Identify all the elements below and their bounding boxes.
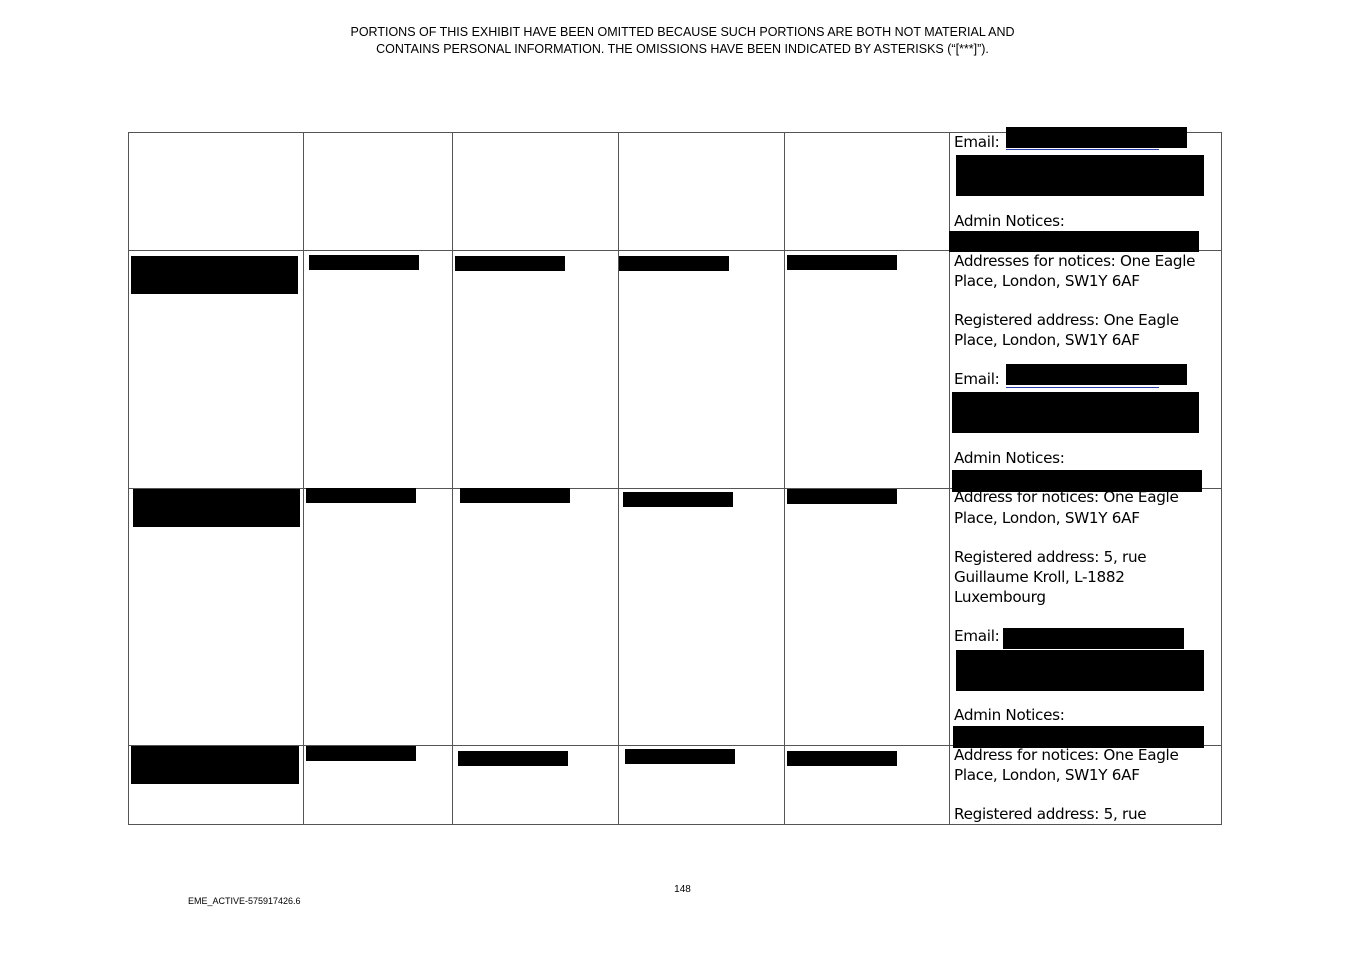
row3-notices-address-line-2: Place, London, SW1Y 6AF (954, 509, 1140, 527)
row1-contact-redaction (956, 155, 1204, 196)
row4-notices-address-line-2: Place, London, SW1Y 6AF (954, 766, 1140, 784)
row1-admin-notices-label: Admin Notices: (954, 212, 1065, 230)
row2-col4-redaction (619, 256, 729, 271)
row2-col2-redaction (309, 255, 419, 270)
row3-admin-notices-label: Admin Notices: (954, 706, 1065, 724)
row3-registered-address-line-2: Guillaume Kroll, L-1882 (954, 568, 1125, 586)
row2-registered-address-line-1: Registered address: One Eagle (954, 311, 1179, 329)
row4-col1-redaction (131, 746, 299, 784)
table-border-bottom (128, 824, 1222, 825)
row2-col3-redaction (455, 256, 565, 271)
row1-admin-redaction (949, 231, 1199, 252)
document-id: EME_ACTIVE-575917426.6 (188, 896, 301, 906)
row3-col5-redaction (787, 489, 897, 504)
redaction-notice-line-2: CONTAINS PERSONAL INFORMATION. THE OMISSIONS HAVE BEEN INDICATED BY ASTERISKS (“[***]”). (376, 42, 989, 56)
row3-col1-redaction (133, 489, 300, 527)
column-divider-1 (303, 132, 304, 825)
row2-col5-redaction (787, 255, 897, 270)
row4-registered-address-line-1: Registered address: 5, rue (954, 805, 1147, 823)
column-divider-4 (784, 132, 785, 825)
row3-col4-redaction (623, 492, 733, 507)
row3-email-label: Email: (954, 627, 1000, 645)
row4-notices-address-line-1: Address for notices: One Eagle (954, 746, 1179, 764)
row3-registered-address-line-1: Registered address: 5, rue (954, 548, 1147, 566)
row3-col2-redaction (306, 488, 416, 503)
row3-notices-clip (950, 489, 1220, 509)
row2-notices-address-line-1: Addresses for notices: One Eagle (954, 252, 1196, 270)
table-border-left (128, 132, 129, 825)
row2-admin-notices-label: Admin Notices: (954, 449, 1065, 467)
redaction-notice-line-1: PORTIONS OF THIS EXHIBIT HAVE BEEN OMITTED BECAUSE SUCH PORTIONS ARE BOTH NOT MATERIAL AND (350, 25, 1015, 39)
row2-notices-address-line-2: Place, London, SW1Y 6AF (954, 272, 1140, 290)
column-divider-3 (618, 132, 619, 825)
row1-email-link-underline (1006, 149, 1159, 150)
row4-col5-redaction (787, 751, 897, 766)
row3-col3-redaction (460, 488, 570, 503)
row1-email-redaction (1006, 127, 1187, 148)
row2-email-redaction (1006, 364, 1187, 385)
row2-col1-redaction (131, 256, 298, 294)
column-divider-2 (452, 132, 453, 825)
row2-registered-address-line-2: Place, London, SW1Y 6AF (954, 331, 1140, 349)
row3-email-redaction (1003, 628, 1184, 649)
row4-col2-redaction (306, 746, 416, 761)
page-number: 148 (674, 884, 691, 895)
row3-contact-redaction (956, 650, 1204, 691)
row3-registered-address-line-3: Luxembourg (954, 588, 1046, 606)
row2-contact-redaction (952, 392, 1199, 433)
row2-email-label: Email: (954, 370, 1000, 388)
row4-col3-redaction (458, 751, 568, 766)
row4-col4-redaction (625, 749, 735, 764)
row2-email-link-underline (1006, 387, 1159, 388)
table-border-right (1221, 132, 1222, 825)
row3-notices-address-line-1: Address for notices: One Eagle (954, 489, 1179, 506)
row1-email-label: Email: (954, 133, 1000, 151)
